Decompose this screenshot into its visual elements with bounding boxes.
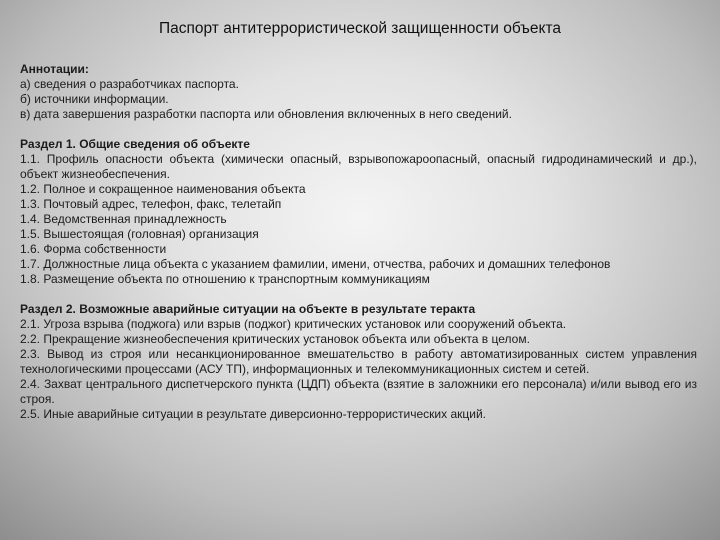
section-2	[20, 302, 697, 422]
section-2-item: 2.4. Захват центрального диспетчерского пункта (ЦДП) объекта (взятие в заложники его персонала) и/или вывод его из строя.	[20, 377, 697, 406]
section-1-item: 1.1. Профиль опасности объекта (химически опасный, взрывопожароопасный, опасный гидродинамический и др.), объект жизнеобеспечения.	[20, 152, 697, 181]
annotations-section	[20, 62, 697, 122]
section-1	[20, 137, 697, 287]
section-2-item: 2.5. Иные аварийные ситуации в результате диверсионно-террористических акций.	[20, 407, 486, 421]
slide-title: Паспорт антитеррористической защищенности объекта	[158, 20, 561, 37]
section-1-heading: Раздел 1. Общие сведения об объекте	[20, 137, 250, 151]
section-1-item: 1.8. Размещение объекта по отношению к транспортным коммуникациям	[20, 272, 430, 286]
section-2-heading: Раздел 2. Возможные аварийные ситуации на объекте в результате теракта	[20, 302, 476, 316]
section-1-item: 1.3. Почтовый адрес, телефон, факс, телетайп	[20, 197, 282, 211]
section-1-item: 1.5. Вышестоящая (головная) организация	[20, 227, 259, 241]
annotation-item: б) источники информации.	[20, 92, 169, 106]
slide-content	[20, 62, 697, 422]
section-2-item: 2.3. Вывод из строя или несанкционированное вмешательство в работу автоматизированных систем управления технологическими процессами (АСУ ТП), информационных и телекоммуникационных систем и сетей.	[20, 347, 697, 376]
annotations-heading: Аннотации:	[20, 62, 89, 76]
section-1-item: 1.4. Ведомственная принадлежность	[20, 212, 227, 226]
section-1-item: 1.6. Форма собственности	[20, 242, 167, 256]
annotation-item: а) сведения о разработчиках паспорта.	[20, 77, 239, 91]
section-1-item: 1.7. Должностные лица объекта с указанием фамилии, имени, отчества, рабочих и домашних телефонов	[20, 257, 611, 271]
section-2-item: 2.2. Прекращение жизнеобеспечения критических установок объекта или объекта в целом.	[20, 332, 530, 346]
section-2-item: 2.1. Угроза взрыва (поджога) или взрыв (поджог) критических установок или сооружений объекта.	[20, 317, 567, 331]
annotation-item: в) дата завершения разработки паспорта или обновления включенных в него сведений.	[20, 107, 512, 121]
section-1-item: 1.2. Полное и сокращенное наименования объекта	[20, 182, 306, 196]
